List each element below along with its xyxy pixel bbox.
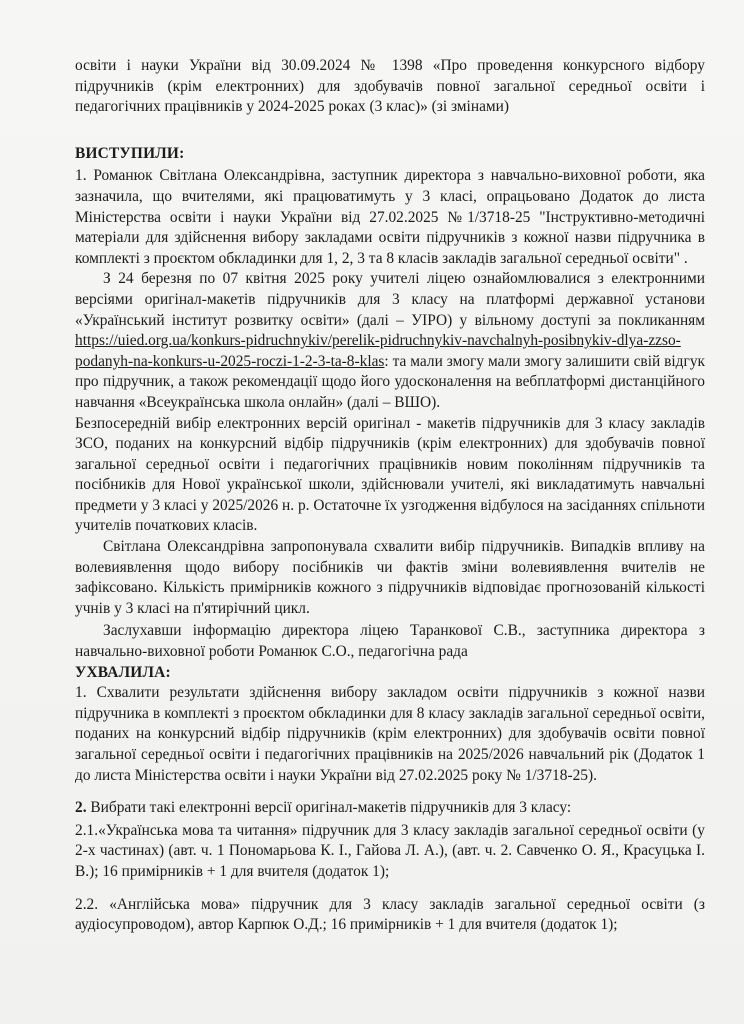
resolution-2 [75, 798, 705, 819]
heading-vystupyly: ВИСТУПИЛИ: [75, 144, 185, 162]
paragraph-5: Заслухавши інформацію директора ліцею Таранкової С.В., заступника директора з навчально-виховної роботи Романюк С.О., педагогічна рада [75, 622, 705, 661]
document-body [75, 56, 705, 936]
paragraph-4: Світлана Олександрівна запропонувала схвалити вибір підручників. Випадків впливу на волевиявлення щодо вибору посібників чи фактів зміни волевиявлення вчителів не зафіксовано. Кількість примірників кожного з підручників відповідає прогнозованій кількості учнів у 3 класі на п'ятирічний цикл. [75, 538, 705, 617]
paragraph-1: 1. Романюк Світлана Олександрівна, заступник директора з навчально-виховної роботи, яка зазначила, що вчителями, які працюватимуть у 3 класі, опрацьовано Додаток до листа Міністерства освіти і науки України від 27.02.2025 №1/3718-25 "Інструктивно-методичні матеріали для здійснення вибору закладами освіти підручників з кожної назви підручника в комплекті з проєктом обкладинки для 1, 2, 3 та 8 класів закладів загальної середньої освіти" . [75, 167, 705, 267]
intro-paragraph: освіти і науки України від 30.09.2024 № 1398 «Про проведення конкурсного відбору підручників (крім електронних) для здобувачів повної загальної середньої освіти і педагогічних працівників у 2024-2025 роках (3 клас)» (зі змінами) [75, 57, 705, 116]
heading-ukhvalyla: УХВАЛИЛА: [75, 663, 171, 681]
resolution-2-number: 2. [75, 799, 87, 817]
resolution-2-text: Вибрати такі електронні версії оригінал-макетів підручників для 3 класу: [86, 799, 572, 817]
paragraph-2-tail: : та мали змогу мали змогу залишити свій відгук про підручник, а також рекомендації щодо його удосконалення на вебплатформі дистанційного навчання «Всеукраїнська школа онлайн» (далі – ВШО). [75, 352, 705, 411]
paragraph-2 [75, 269, 705, 413]
resolution-1: 1. Схвалити результати здійснення вибору закладом освіти підручників з кожної назви підручника в комплекті з проєктом обкладинки для 8 класу закладів загальної середньої освіти, поданих на конкурсний відбір підручників (крім електронних) для здобувачів освіти повної загальної середньої освіти і педагогічних працівників на 2025/2026 навчальний рік (Додаток 1 до листа Міністерства освіти і науки України від 27.02.2025 року № 1/3718-25). [75, 684, 705, 784]
paragraph-2-text: З 24 березня по 07 квітня 2025 року учителі ліцею ознайомлювалися з електронними версіями оригінал-макетів підручників для 3 класу на платформі державної установи «Український інститут розвитку освіти» (далі – УІРО) у вільному доступі за покликанням [75, 270, 705, 329]
paragraph-3: Безпосередній вибір електронних версій оригінал - макетів підручників для 3 класу закладів ЗСО, поданих на конкурсний відбір підручників (крім електронних) для здобувачів повної загальної середньої освіти і педагогічних працівників новим поколінням підручників та посібників для Нової української школи, здійснювали учителі, які викладатимуть навчальні предмети у 3 класі у 2025/2026 н. р. Остаточне їх узгодження відбулося на засіданнях спільноти учителів початкових класів. [75, 414, 705, 535]
resolution-2-1: 2.1.«Українська мова та читання» підручник для 3 класу закладів загальної середньої освіти (у 2-х частинах) (авт. ч. 1 Пономарьова К. І., Гайова Л. А.), (авт. ч. 2. Савченко О. Я., Красуцька І. В.); 16 примірників + 1 для вчителя (додаток 1); [75, 821, 705, 880]
resolution-2-2: 2.2. «Англійська мова» підручник для 3 класу закладів загальної середньої освіти (з аудіосупроводом), автор Карпюк О.Д.; 16 примірників + 1 для вчителя (додаток 1); [75, 895, 705, 934]
uied-link[interactable]: https://uied.org.ua/konkurs-pidruchnykiv/perelik-pidruchnykiv-navchalnyh-posibnykiv-dlya-zzso-podanyh-na-konkurs-u-2025-roczi-1-2-3-ta-8-klas [75, 332, 681, 370]
